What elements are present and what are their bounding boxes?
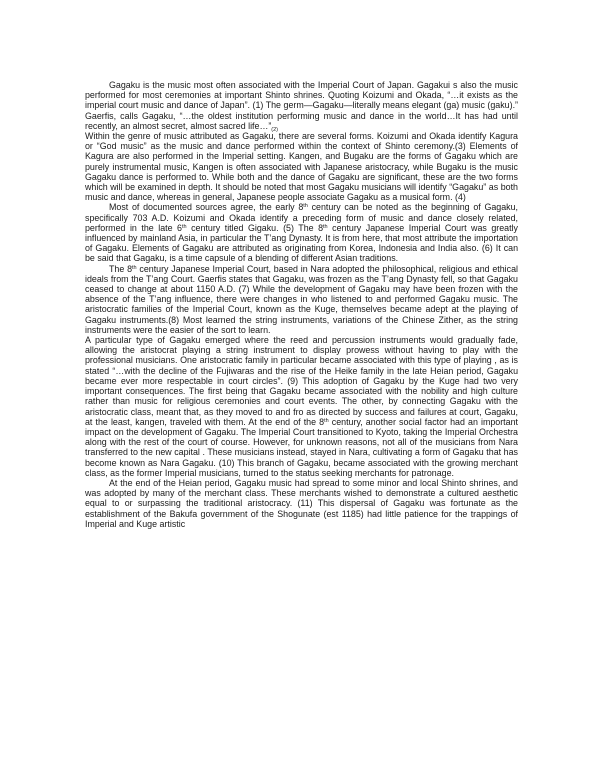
text-run: A particular type of Gagaku emerged where the reed and percussion instruments would gradually fade, allowing the aristocrat playing a string instrument to display prowess without having to play with the professional musicians. One aristocratic family in particular became associated with this type of playing , as is stated “…with the decline of the Fujiwaras and the rise of the Heike family in the late Heian period, Gagaku became ever more respectable in court circles”. (9) This adoption of Gagaku by the Kuge had two very important consequences. The first being that Gagaku became associated with the nobility and high culture rather than music for religious ceremonies and court events. The other, by connecting Gagaku with the aristocratic class, meant that, as they moved to and fro as directed by success and failures at court, Gagaku, at the least, kangen, traveled with them. At the end of the 8 [85,335,518,427]
ordinal-suffix: th [324,417,329,424]
document-body [85,80,518,529]
ordinal-suffix: th [323,223,328,230]
text-run: century Japanese Imperial Court was greatly influenced by mainland Asia, in particular the T’ang Dynasty. It is from here, that most attribute the importation of Gagaku. Elements of Gagaku are attributed as originating from Korea, Indonesia and India also. (6) It can be said that Gagaku, is a time capsule of a blending of different Asian traditions. [85,222,518,264]
ordinal-suffix: th [303,203,308,210]
paragraph-5 [85,335,518,478]
paragraph-2: Within the genre of music attributed as Gagaku, there are several forms. Koizumi and Okada identify Kagura or “God music” as the music and dance performed within the context of Shinto ceremony.(3) Elements of Kagura are also performed in the Imperial setting. Kangen, and Bugaku are the forms of Gagaku which are purely instrumental music, Kangen is often associated with Japanese aristocracy, while Bugaku is the music Gagaku dance is performed to. While both and the dance of Gagaku are significant, these are the two forms which will be examined in depth. It should be noted that most Gagaku musicians will identify “Gagaku” as both music and dance, whereas in general, Japanese people associate Gagaku as a musical form. (4) [85,131,518,203]
paragraph-4 [85,264,518,335]
paragraph-1-text: Gagaku is the music most often associated with the Imperial Court of Japan. Gagakui s also the music performed for most ceremonies at important Shinto shrines. Quoting Koizumi and Okada, “…it exists as the imperial court music and dance of Japan”. (1) The germ—Gagaku—literally means elegant (ga) music (gaku).” Gaerfis, calls Gagaku, “…the oldest institution performing music and dance in the world…It has had until recently, an almost secret, almost sacred life…” [85,80,518,131]
paragraph-3 [85,202,518,263]
paragraph-1 [85,80,518,131]
text-run: century, another social factor had an important impact on the development of Gagaku. The Imperial Court transitioned to Kyoto, taking the Imperial Orchestra along with the rest of the court of course. However, for unknown reasons, not all of the musicians from Nara transferred to the new capital . These musicians instead, stayed in Nara, cultivating a form of Gagaku that has become known as Nara Gagaku. (10) This branch of Gagaku, became associated with the growing merchant class, as the former Imperial musicians, turned to the status seeking merchants for patronage. [85,416,518,478]
text-run: The 8 [109,263,133,274]
paragraph-6: At the end of the Heian period, Gagaku music had spread to some minor and local Shinto shrines, and was adopted by many of the merchant class. These merchants wished to demonstrate a cultured aesthetic equal to or surpassing the traditional aristocracy. (11) This dispersal of Gagaku was fortunate as the establishment of the Bakufa government of the Shogunate (est 1185) had little patience for the trappings of Imperial and Kuge artistic [85,477,518,529]
footnote-ref: (2) [271,126,279,133]
ordinal-suffix: th [182,223,187,230]
text-run: century Japanese Imperial Court, based in Nara adopted the philosophical, religious and ethical ideals from the T’ang Court. Gaerfis states that Gagaku, was frozen as the T’ang Dynasty fell, so that Gagaku ceased to change at about 1150 A.D. (7) While the development of Gagaku may have been frozen with the absence of the T’ang influence, there were changes in who listened to and performed Gagaku music. The aristocratic families of the Imperial Court, known as the Kuge, themselves became adept at the playing of Gagaku instruments.(8) Most learned the string instruments, variations of the Chinese Zither, as the string instruments were the easier of the sort to learn. [85,263,519,335]
text-run: century titled Gigaku. (5) The 8 [186,222,324,233]
text-run: Most of documented sources agree, the early 8 [109,202,304,213]
ordinal-suffix: th [132,264,137,271]
text-run: century can be noted as the beginning of Gagaku, specifically 703 A.D. Koizumi and Okada identify a preceding form of music and dance closely related, performed in the late 6 [85,202,519,233]
